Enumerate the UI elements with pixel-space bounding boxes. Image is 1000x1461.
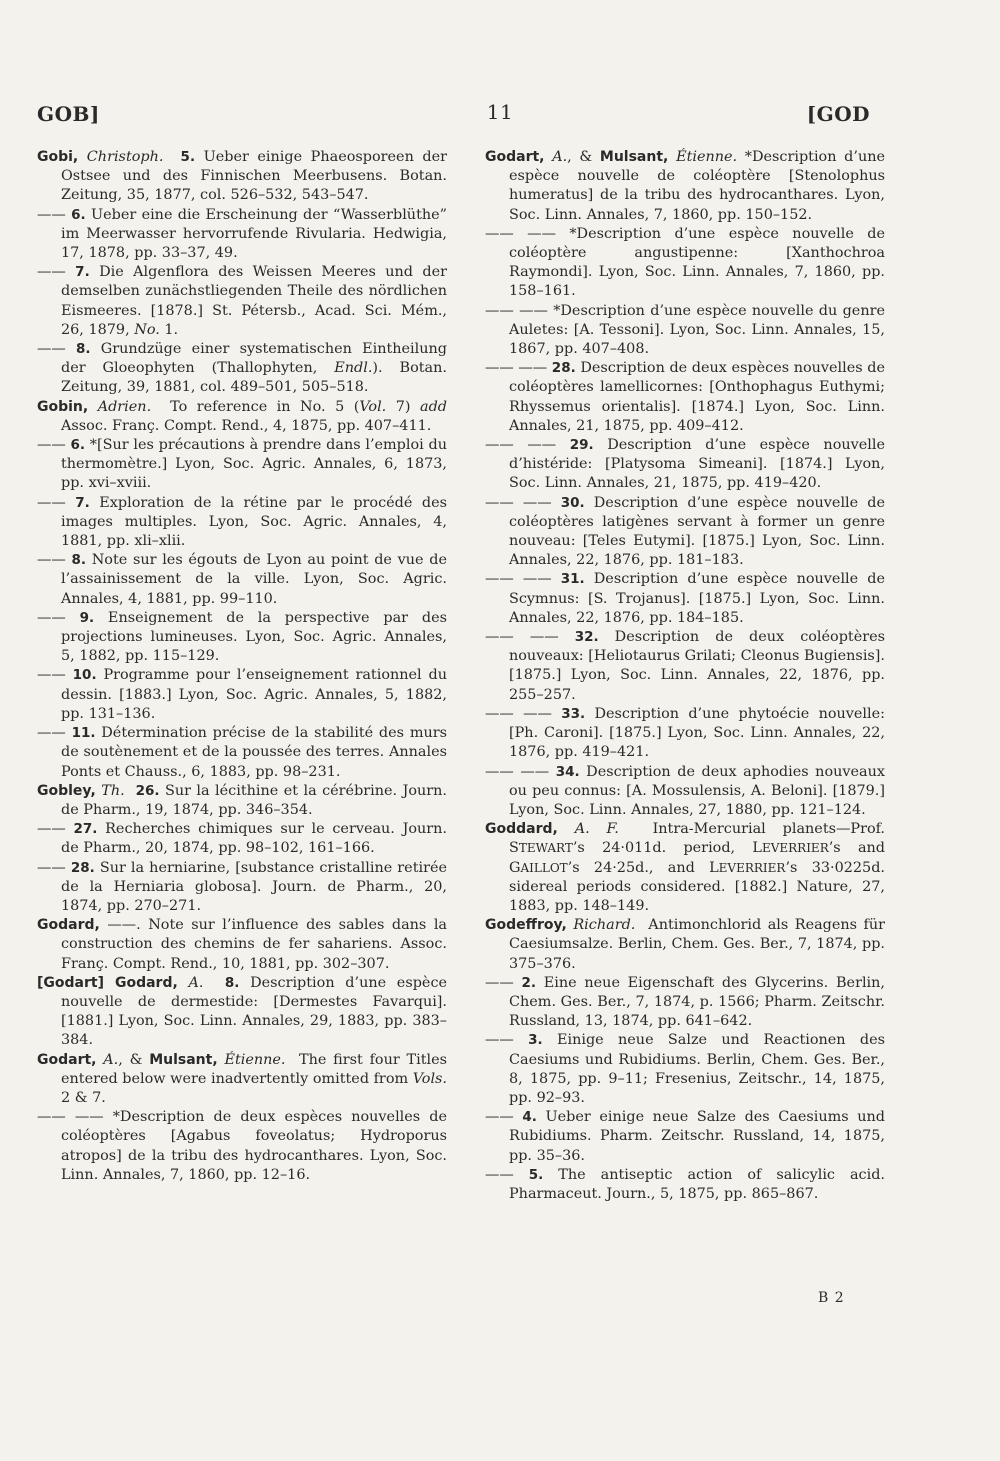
left-column-entry: —— 9. Enseignement de la perspective par des projections lumineuses. Lyon, Soc. Agric. Annales, 5, 1882, pp. 115–129.: [37, 609, 447, 665]
right-column-entry: —— —— 31. Description d’une espèce nouvelle de Scymnus: [S. Trojanus]. [1875.] Lyon, Soc. Linn. Annales, 22, 1876, pp. 184–185.: [485, 571, 885, 626]
right-column-entry: —— 2. Eine neue Eigenschaft des Glycerins. Berlin, Chem. Ges. Ber., 7, 1874, p. 1566; Pharm. Zeitschr. Russland, 13, 1874, pp. 641–642.: [485, 974, 886, 1030]
left-column-entry: Gobley, Th. 26. Sur la lécithine et la cérébrine. Journ. de Pharm., 19, 1874, pp. 346–354.: [37, 782, 448, 818]
signature-mark: B 2: [818, 1290, 845, 1306]
right-column-entry: —— —— 32. Description de deux coléoptères nouveaux: [Heliotaurus Grilati; Cleonus Bugiensis]. [1875.] Lyon, Soc. Linn. Annales, 22, 1876, pp. 255–257.: [485, 629, 885, 703]
left-column-entry: —— —— *Description de deux espèces nouvelles de coléoptères [Agabus foveolatus; Hydroporus atropos] de la tribu des hydrocanthares. Lyon, Soc. Linn. Annales, 7, 1860, pp. 12–16.: [37, 1109, 447, 1183]
left-column-entry: Gobi, Christoph. 5. Ueber einige Phaeosporeen der Ostsee und des Finnischen Meerbusens. Botan. Zeitung, 35, 1877, col. 526–532, 543–547.: [37, 149, 447, 204]
left-column-entry: Godard, ——. Note sur l’influence des sables dans la construction des chemins de fer sahariens. Assoc. Franç. Compt. Rend., 10, 1881, pp. 302–307.: [37, 917, 447, 972]
header-left-guide: GOB]: [37, 102, 100, 126]
right-column-entry: —— —— 29. Description d’une espèce nouvelle d’histéride: [Platysoma Simeani]. [1874.] Lyon, Soc. Linn. Annales, 21, 1875, pp. 419–420.: [485, 437, 886, 492]
right-column-entry: —— —— *Description d’une espèce nouvelle de coléoptère angustipenne: [Xanthochroa Raymondi]. Lyon, Soc. Linn. Annales, 7, 1860, pp. 158–161.: [485, 225, 885, 300]
right-column-entry: —— 3. Einige neue Salze und Reactionen des Caesiums und Rubidiums. Berlin, Chem. Ges. Ber., 8, 1875, pp. 9–11; Fresenius, Zeitschr., 14, 1875, pp. 92–93.: [485, 1032, 885, 1106]
left-column-entry: —— 6. Ueber eine die Erscheinung der “Wasserblüthe” im Meerwasser hervorrufende Rivularia. Hedwigia, 17, 1878, pp. 33–37, 49.: [37, 206, 448, 262]
left-column-entry: Gobin, Adrien. To reference in No. 5 (Vol. 7) add Assoc. Franç. Compt. Rend., 4, 1875, pp. 407–411.: [37, 398, 447, 434]
left-column-entry: —— 8. Note sur les égouts de Lyon au point de vue de l’assainissement de la ville. Lyon, Soc. Agric. Annales, 4, 1881, pp. 99–110.: [37, 552, 447, 607]
right-column: [485, 148, 885, 1204]
right-column-entry: —— 5. The antiseptic action of salicylic acid. Pharmaceut. Journ., 5, 1875, pp. 865–867.: [485, 1166, 885, 1202]
right-column-entry: Goddard, A. F. Intra-Mercurial planets—Prof. STEWART’s 24·011d. period, LEVERRIER’s and GAILLOT’s 24·25d., and LEVERRIER’s 33·0225d. sidereal periods considered. [1882.] Nature, 27, 1883, pp. 148–149.: [485, 821, 886, 914]
right-column-entry: Godeffroy, Richard. Antimonchlorid als Reagens für Caesiumsalze. Berlin, Chem. Ges. Ber., 7, 1874, pp. 375–376.: [485, 917, 886, 972]
left-column-entry: —— 28. Sur la herniarine, [substance cristalline retirée de la Herniaria globosa]. Journ. de Pharm., 20, 1874, pp. 270–271.: [37, 859, 448, 914]
left-column-entry: [Godart] Godard, A. 8. Description d’une espèce nouvelle de dermestide: [Dermestes Favarqui]. [1881.] Lyon, Soc. Linn. Annales, 29, 1883, pp. 383–384.: [37, 974, 448, 1049]
right-column-entry: —— —— 30. Description d’une espèce nouvelle de coléoptères latigènes servant à former un genre nouveau: [Teles Eutymi]. [1875.] Lyon, Soc. Linn. Annales, 22, 1876, pp. 181–183.: [485, 494, 885, 569]
right-column-entry: —— 4. Ueber einige neue Salze des Caesiums und Rubidiums. Pharm. Zeitschr. Russland, 14, 1875, pp. 35–36.: [485, 1109, 886, 1164]
left-column-entry: —— 8. Grundzüge einer systematischen Eintheilung der Gloeophyten (Thallophyten, Endl.). Botan. Zeitung, 39, 1881, col. 489–501, 505–518.: [37, 341, 447, 396]
left-column-entry: —— 27. Recherches chimiques sur le cerveau. Journ. de Pharm., 20, 1874, pp. 98–102, 161–166.: [37, 821, 447, 857]
left-column-entry: —— 10. Programme pour l’enseignement rationnel du dessin. [1883.] Lyon, Soc. Agric. Annales, 5, 1882, pp. 131–136.: [37, 667, 447, 722]
left-column-entry: —— 7. Exploration de la rétine par le procédé des images multiples. Lyon, Soc. Agric. Annales, 4, 1881, pp. xli–xlii.: [37, 494, 447, 550]
left-column-entry: —— 6. *[Sur les précautions à prendre dans l’emploi du thermomètre.] Lyon, Soc. Agric. Annales, 6, 1873, pp. xvi–xviii.: [37, 437, 447, 492]
left-column-entry: —— 7. Die Algenflora des Weissen Meeres und der demselben zunächstliegenden Theile des nördlichen Eismeeres. [1878.] St. Pétersb., Acad. Sci. Mém., 26, 1879, No. 1.: [37, 264, 448, 338]
left-column-entry: —— 11. Détermination précise de la stabilité des murs de soutènement et de la poussée des terres. Annales Ponts et Chauss., 6, 1883, pp. 98–231.: [37, 725, 447, 780]
header-right-guide: [GOD: [806, 102, 870, 126]
left-column: [37, 148, 447, 1185]
right-column-entry: Godart, A., & Mulsant, Étienne. *Description d’une espèce nouvelle de coléoptère [Stenolophus humeratus] de la tribu des hydrocanthares. Lyon, Soc. Linn. Annales, 7, 1860, pp. 150–152.: [485, 149, 886, 223]
right-column-entry: —— —— 33. Description d’une phytoécie nouvelle: [Ph. Caroni]. [1875.] Lyon, Soc. Linn. Annales, 22, 1876, pp. 419–421.: [485, 705, 885, 761]
right-column-entry: —— —— 34. Description de deux aphodies nouveaux ou peu connus: [A. Mossulensis, A. Beloni]. [1879.] Lyon, Soc. Linn. Annales, 27, 1880, pp. 121–124.: [485, 763, 885, 818]
left-column-entry: Godart, A., & Mulsant, Étienne. The first four Titles entered below were inadvertently omitted from Vols. 2 & 7.: [37, 1051, 447, 1106]
right-column-entry: —— —— 28. Description de deux espèces nouvelles de coléoptères lamellicornes: [Onthophagus Euthymi; Rhyssemus orientalis]. [1874.] Lyon, Soc. Linn. Annales, 21, 1875, pp. 409–412.: [485, 360, 885, 434]
page-number: 11: [486, 100, 514, 124]
right-column-entry: —— —— *Description d’une espèce nouvelle du genre Auletes: [A. Tessoni]. Lyon, Soc. Linn. Annales, 15, 1867, pp. 407–408.: [485, 302, 885, 358]
